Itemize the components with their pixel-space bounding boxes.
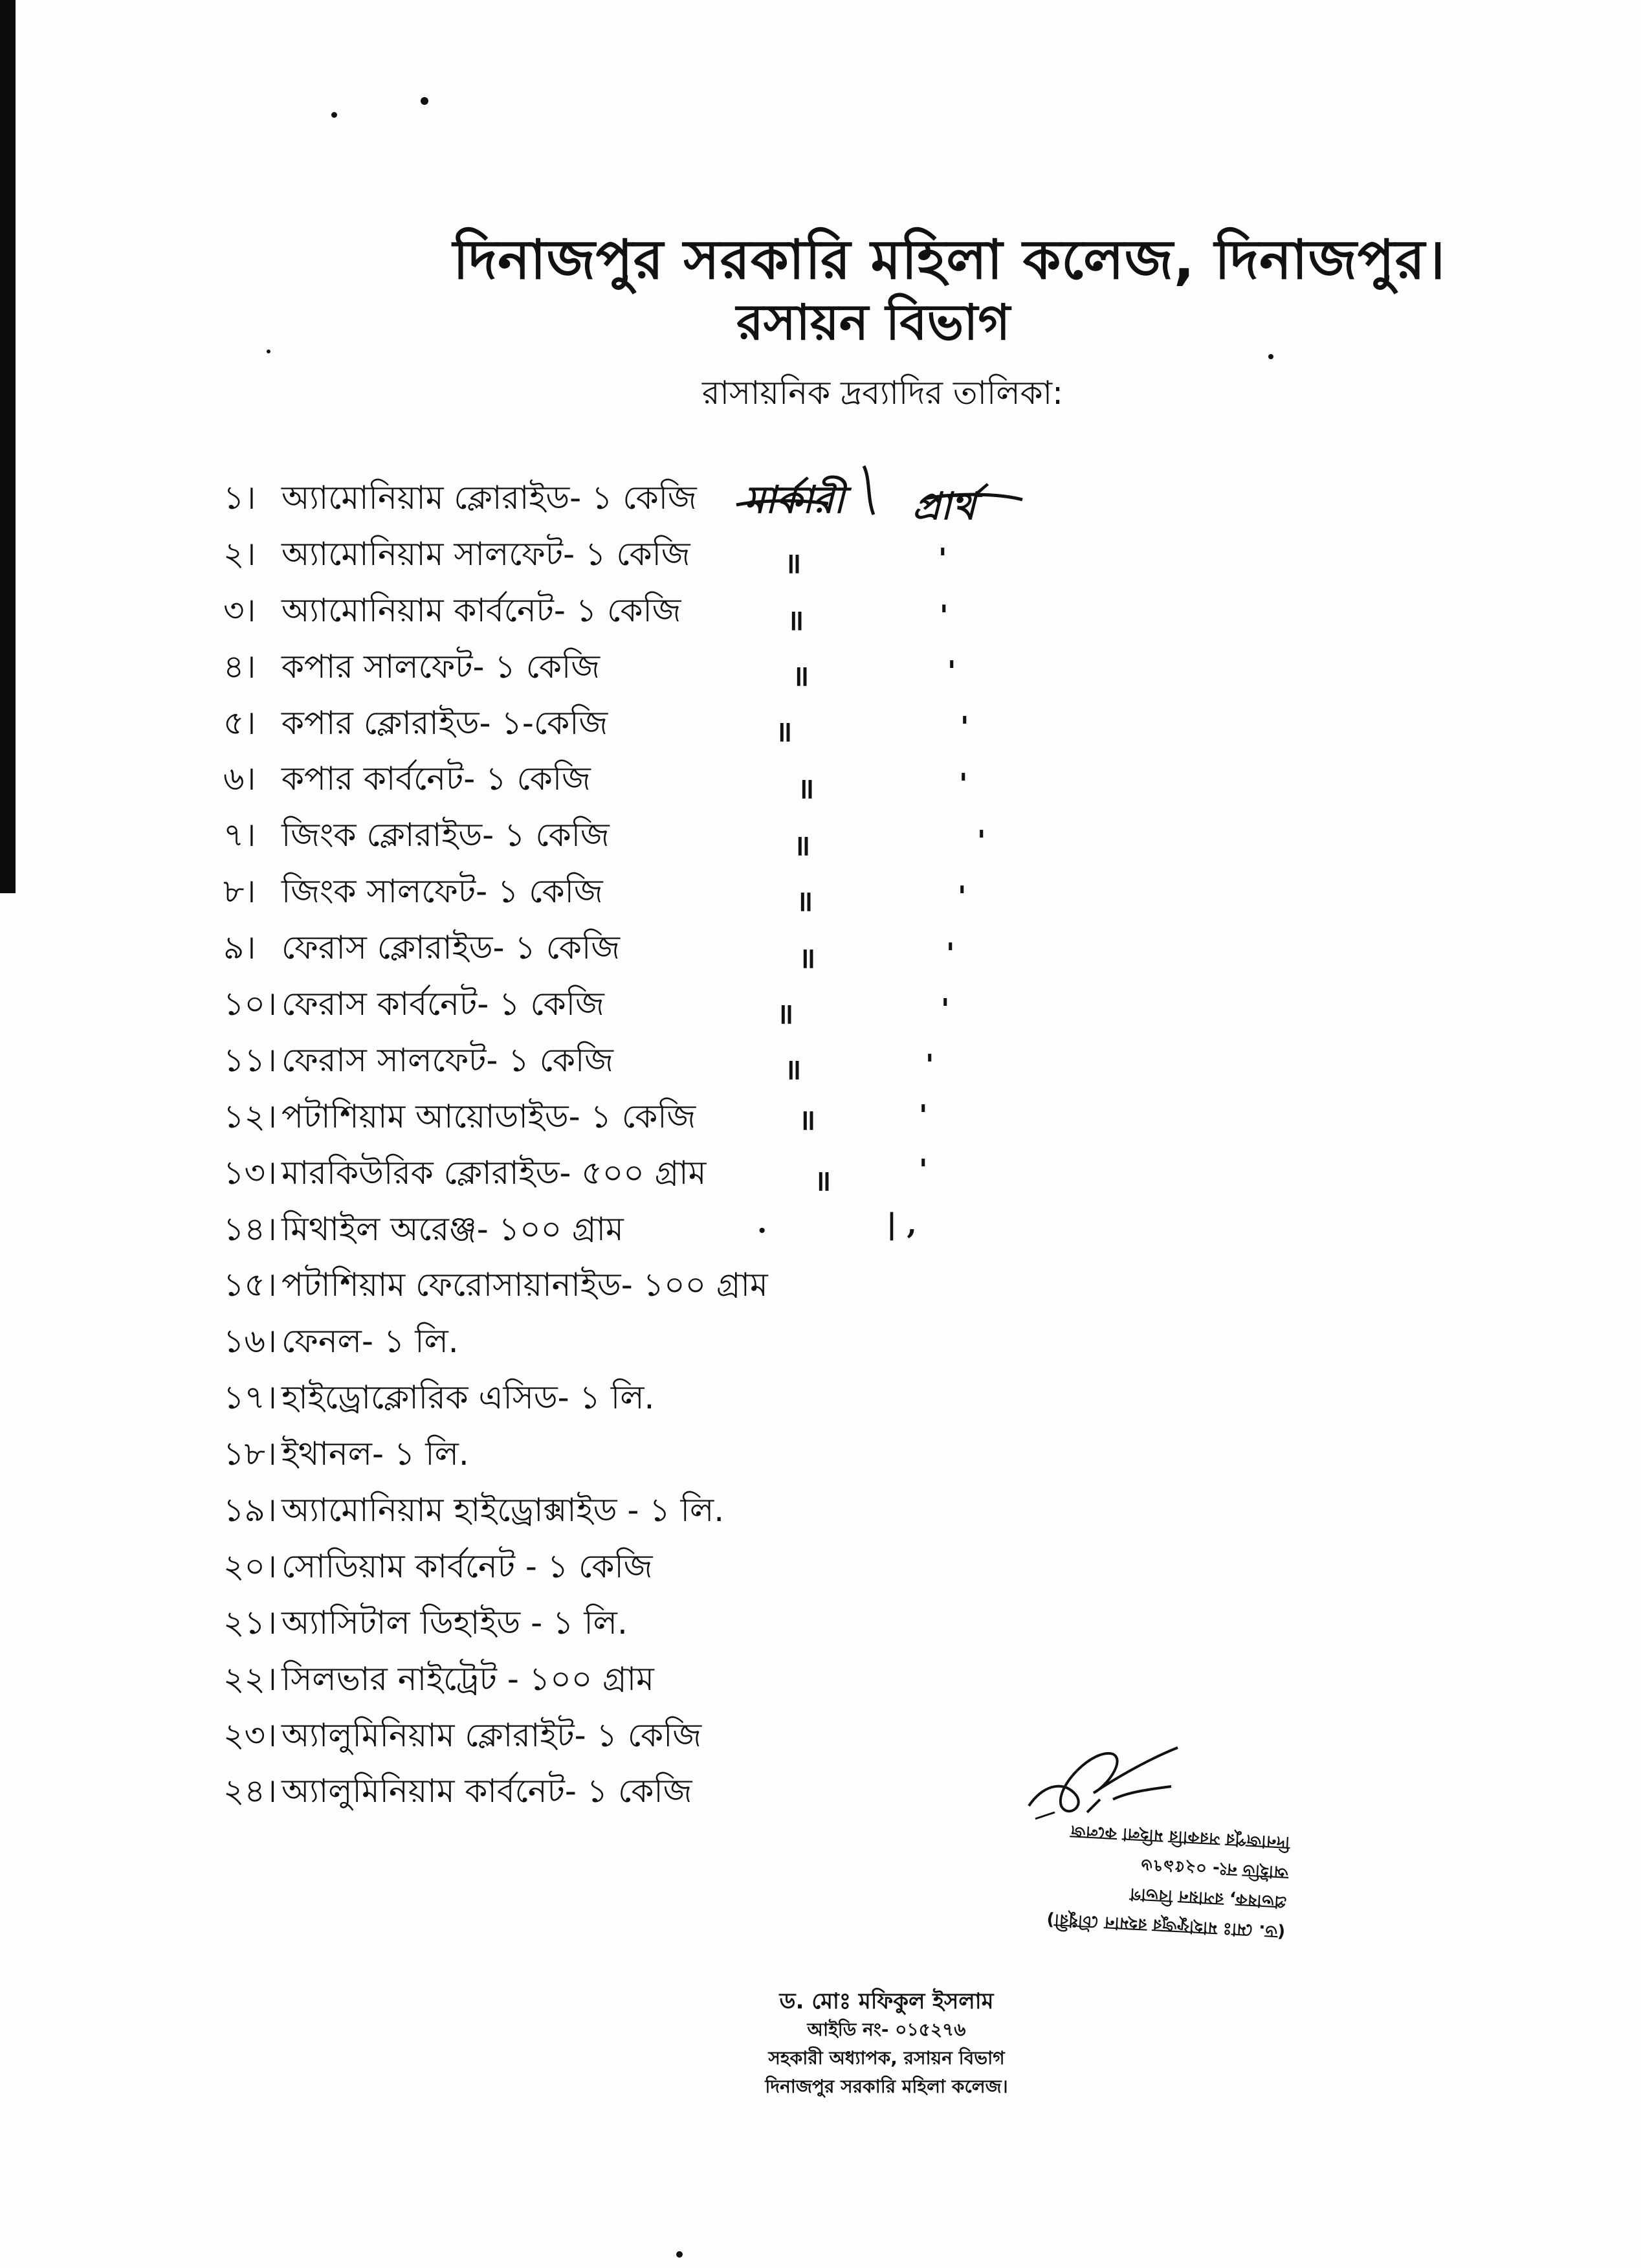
- ditto-mark: ': [919, 1153, 928, 1186]
- item-number: ১৬।: [223, 1322, 277, 1361]
- item-number: ২০।: [223, 1547, 277, 1585]
- ditto-mark: ': [941, 993, 950, 1026]
- item-text: মারকিউরিক ক্লোরাইড- ৫০০ গ্রাম: [281, 1153, 707, 1192]
- department-heading: রসায়ন বিভাগ: [736, 293, 1011, 351]
- item-number: ১২।: [223, 1097, 277, 1135]
- item-number: ১৪।: [223, 1210, 277, 1248]
- stamp-line: প্রভাষক, রসায়ন বিভাগ: [1129, 1884, 1288, 1912]
- item-text: পটাশিয়াম আয়োডাইড- ১ কেজি: [281, 1097, 696, 1135]
- ditto-mark: ': [959, 768, 968, 801]
- stamp-line: ড. মোঃ মফিকুল ইসলাম: [779, 1988, 994, 2014]
- item-text: ফেনল- ১ লি.: [281, 1322, 459, 1361]
- item-number: ৫।: [223, 704, 256, 742]
- ditto-mark: ': [946, 937, 955, 970]
- item-number: ১।: [223, 478, 256, 517]
- ditto-mark: ॥: [784, 547, 802, 580]
- item-text: ফেরাস ক্লোরাইড- ১ কেজি: [281, 929, 621, 967]
- list-item: [223, 529, 768, 585]
- item-number: ১৭।: [223, 1379, 277, 1417]
- item-number: ১৫।: [223, 1266, 277, 1304]
- item-number: ২২।: [223, 1660, 277, 1698]
- list-item: [223, 1766, 768, 1822]
- list-item: [223, 472, 768, 529]
- item-number: ১১।: [223, 1041, 277, 1079]
- item-text: কপার সালফেট- ১ কেজি: [281, 647, 600, 685]
- list-item: [223, 753, 768, 810]
- item-text: সোডিয়াম কার্বনেট - ১ কেজি: [281, 1547, 653, 1585]
- scan-edge-shadow: [0, 0, 16, 893]
- item-text: জিংক সালফেট- ১ কেজি: [281, 873, 603, 911]
- scan-speckle: [331, 112, 337, 118]
- item-text: অ্যাসিটাল ডিহাইড - ১ লি.: [281, 1603, 628, 1641]
- item-number: ৭।: [223, 816, 256, 854]
- ditto-mark: ॥: [784, 1053, 802, 1086]
- ditto-mark: ·: [757, 1214, 767, 1247]
- item-text: অ্যামোনিয়াম কার্বনেট- ১ কেজি: [281, 591, 681, 629]
- scan-speckle: [421, 97, 428, 105]
- list-item: [223, 1148, 768, 1204]
- stamp-line: দিনাজপুর সরকারি মহিলা কলেজ।: [765, 2076, 1008, 2097]
- item-text: অ্যামোনিয়াম হাইড্রোক্সাইড - ১ লি.: [281, 1491, 725, 1529]
- ditto-mark: ॥: [793, 829, 811, 862]
- list-item: [223, 1091, 768, 1148]
- chemical-list: [223, 472, 768, 1822]
- list-item: [223, 585, 768, 641]
- item-number: ১৯।: [223, 1491, 277, 1529]
- item-number: ৬।: [223, 760, 256, 798]
- ditto-mark: ': [958, 880, 967, 913]
- chemical-list-title: রাসায়নিক দ্রব্যাদির তালিকা:: [702, 374, 1063, 412]
- stamp-line: দিনাজপুর সরকারি মহিলা কলেজ: [1070, 1821, 1291, 1852]
- handwritten-heading-2: প্রার্থ: [912, 484, 976, 528]
- list-item: [223, 1710, 768, 1766]
- signatory-stamp: [705, 1987, 1068, 2101]
- ditto-mark: ॥: [776, 997, 794, 1030]
- ditto-mark: ': [919, 1099, 928, 1132]
- college-name-heading: দিনাজপুর সরকারি মহিলা কলেজ, দিনাজপুর।: [453, 228, 1446, 292]
- stamp-line: সহকারী অধ্যাপক, রসায়ন বিভাগ: [768, 2047, 1005, 2069]
- item-text: কপার ক্লোরাইড- ১-কেজি: [281, 704, 608, 742]
- list-item: [223, 922, 768, 979]
- stamp-line: আইডি নং- ০১৫২৭৬: [807, 2019, 966, 2040]
- list-item: [223, 698, 768, 754]
- list-item: [223, 979, 768, 1035]
- item-number: ৪।: [223, 647, 256, 685]
- item-number: ২১।: [223, 1603, 277, 1641]
- item-text: মিথাইল অরেঞ্জ- ১০০ গ্রাম: [281, 1210, 624, 1248]
- item-number: ১০।: [223, 984, 277, 1023]
- list-item: [223, 1316, 768, 1372]
- item-number: ২।: [223, 535, 256, 573]
- ditto-mark: ': [925, 1049, 934, 1082]
- item-text: অ্যামোনিয়াম ক্লোরাইড- ১ কেজি: [281, 478, 697, 517]
- item-number: ২৩।: [223, 1716, 277, 1754]
- list-item: [223, 1654, 768, 1710]
- handwriting-strokes: [731, 453, 1029, 524]
- ditto-mark: ॥: [798, 942, 816, 975]
- scan-speckle: [676, 2251, 683, 2258]
- item-text: অ্যালুমিনিয়াম কার্বনেট- ১ কেজি: [281, 1772, 692, 1810]
- item-number: ১৩।: [223, 1153, 277, 1192]
- ditto-mark: ': [960, 711, 969, 744]
- item-text: কপার কার্বনেট- ১ কেজি: [281, 760, 591, 798]
- item-text: অ্যালুমিনিয়াম ক্লোরাইট- ১ কেজি: [281, 1716, 702, 1754]
- inverted-official-stamp: [949, 1810, 1291, 1947]
- ditto-mark: ': [938, 542, 947, 575]
- item-text: পটাশিয়াম ফেরোসায়ানাইড- ১০০ গ্রাম: [281, 1266, 768, 1304]
- list-item: [223, 1372, 768, 1429]
- ditto-mark: ॥: [796, 885, 813, 918]
- scan-speckle: [267, 350, 270, 353]
- list-item: [223, 1429, 768, 1485]
- list-item: [223, 866, 768, 922]
- item-number: ৩।: [223, 591, 256, 629]
- list-item: [223, 810, 768, 866]
- stamp-line: আইডি নং- ০২৫৯৭৬: [1140, 1854, 1289, 1882]
- ditto-mark: ': [977, 825, 986, 858]
- ditto-mark: ॥: [798, 1104, 816, 1137]
- ditto-mark: ॥: [797, 772, 815, 805]
- ditto-mark: ': [947, 655, 956, 688]
- ditto-mark: ॥: [792, 660, 809, 693]
- item-number: ১৮।: [223, 1435, 277, 1473]
- item-text: জিংক ক্লোরাইড- ১ কেজি: [281, 816, 610, 854]
- list-item: [223, 1597, 768, 1654]
- list-item: [223, 1260, 768, 1316]
- item-number: ৮।: [223, 873, 256, 911]
- ditto-mark: ॥: [814, 1164, 832, 1197]
- list-item: [223, 1541, 768, 1597]
- item-number: ৯।: [223, 929, 256, 967]
- list-item: [223, 1035, 768, 1091]
- ditto-mark: ': [940, 599, 949, 632]
- ditto-mark: ॥: [775, 715, 793, 748]
- item-text: ইথানল- ১ লি.: [281, 1435, 469, 1473]
- handwritten-heading-1: মার্কারী: [744, 478, 844, 522]
- item-text: ফেরাস কার্বনেট- ১ কেজি: [281, 984, 604, 1023]
- item-text: হাইড্রোক্লোরিক এসিড- ১ লি.: [281, 1379, 655, 1417]
- scan-speckle: [1268, 354, 1273, 359]
- stamp-line: (ড. মোঃ মাহাফুজুর রহমান চৌধুরী): [1046, 1909, 1286, 1942]
- ditto-mark: | ,: [887, 1208, 917, 1241]
- list-item: [223, 1485, 768, 1541]
- list-item: [223, 641, 768, 698]
- ditto-mark: ॥: [787, 604, 804, 637]
- item-number: ২৪।: [223, 1772, 277, 1810]
- list-item: [223, 1204, 768, 1260]
- item-text: ফেরাস সালফেট- ১ কেজি: [281, 1041, 613, 1079]
- item-text: সিলভার নাইট্রেট - ১০০ গ্রাম: [281, 1660, 654, 1698]
- item-text: অ্যামোনিয়াম সালফেট- ১ কেজি: [281, 535, 690, 573]
